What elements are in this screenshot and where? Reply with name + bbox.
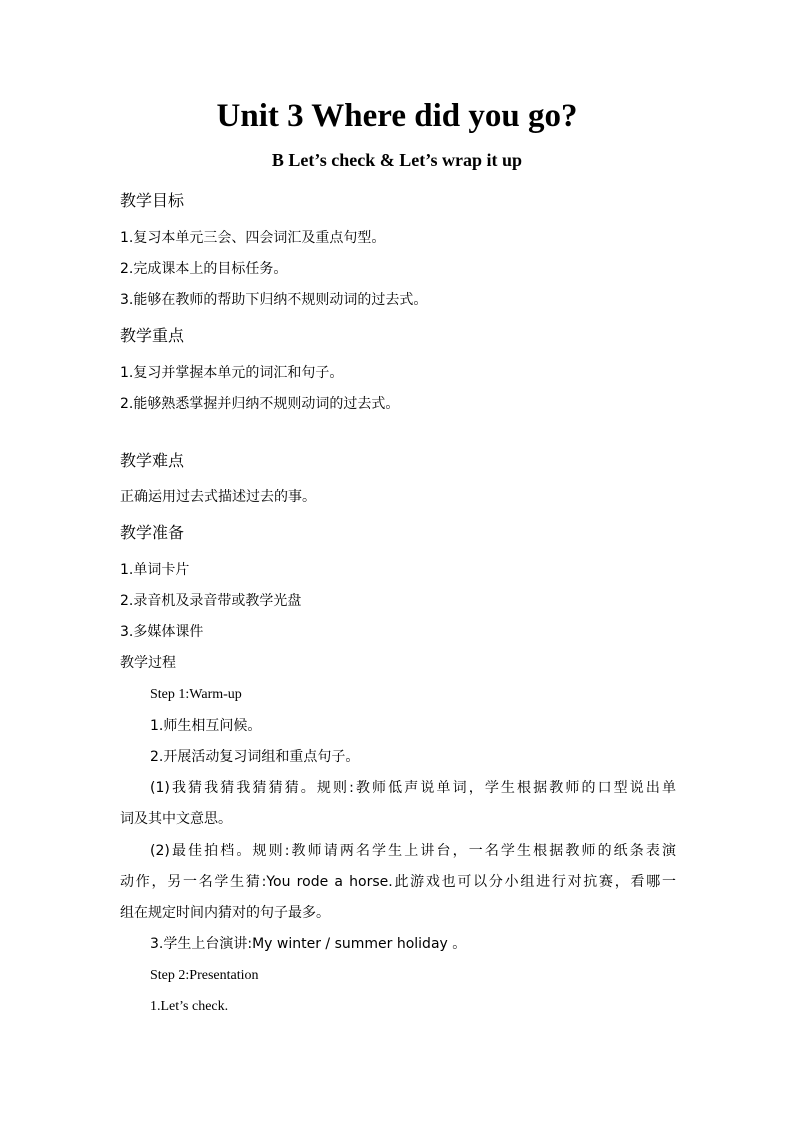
- activity-paragraph-line: 组在规定时间内猜对的句子最多。: [120, 905, 330, 921]
- activity-paragraph-line: (1)我猜我猜我猜猜猜。规则:教师低声说单词，学生根据教师的口型说出单: [150, 780, 676, 796]
- document-title: Unit 3 Where did you go?: [216, 98, 578, 134]
- section-heading-key-points: 教学重点: [120, 326, 185, 345]
- difficulty-item: 正确运用过去式描述过去的事。: [120, 489, 316, 505]
- key-point-item: 2.能够熟悉掌握并归纳不规则动词的过去式。: [120, 396, 400, 412]
- step-heading: Step 1:Warm-up: [150, 687, 242, 702]
- section-heading-process: 教学过程: [120, 655, 176, 671]
- process-item: 1.师生相互问候。: [150, 718, 262, 734]
- process-item: 1.Let’s check.: [150, 999, 229, 1014]
- key-point-item: 1.复习并掌握本单元的词汇和句子。: [120, 365, 344, 381]
- preparation-item: 2.录音机及录音带或教学光盘: [120, 593, 302, 609]
- section-heading-difficulties: 教学难点: [120, 451, 185, 470]
- process-item: 2.开展活动复习词组和重点句子。: [150, 749, 360, 765]
- activity-paragraph-line: (2)最佳拍档。规则:教师请两名学生上讲台，一名学生根据教师的纸条表演: [150, 843, 676, 859]
- goal-item: 3.能够在教师的帮助下归纳不规则动词的过去式。: [120, 292, 428, 308]
- preparation-item: 3.多媒体课件: [120, 624, 204, 640]
- goal-item: 1.复习本单元三会、四会词汇及重点句型。: [120, 230, 386, 246]
- activity-paragraph-line: 动作，另一名学生猜:You rode a horse.此游戏也可以分小组进行对抗赛，看哪一: [120, 874, 676, 890]
- activity-paragraph-line: 词及其中文意思。: [120, 811, 232, 827]
- section-heading-preparation: 教学准备: [120, 523, 185, 542]
- document-subtitle: B Let’s check & Let’s wrap it up: [271, 150, 523, 170]
- goal-item: 2.完成课本上的目标任务。: [120, 261, 288, 277]
- section-heading-goals: 教学目标: [120, 191, 185, 210]
- preparation-item: 1.单词卡片: [120, 562, 190, 578]
- step-heading: Step 2:Presentation: [150, 968, 259, 983]
- process-item: 3.学生上台演讲:My winter / summer holiday 。: [150, 936, 467, 952]
